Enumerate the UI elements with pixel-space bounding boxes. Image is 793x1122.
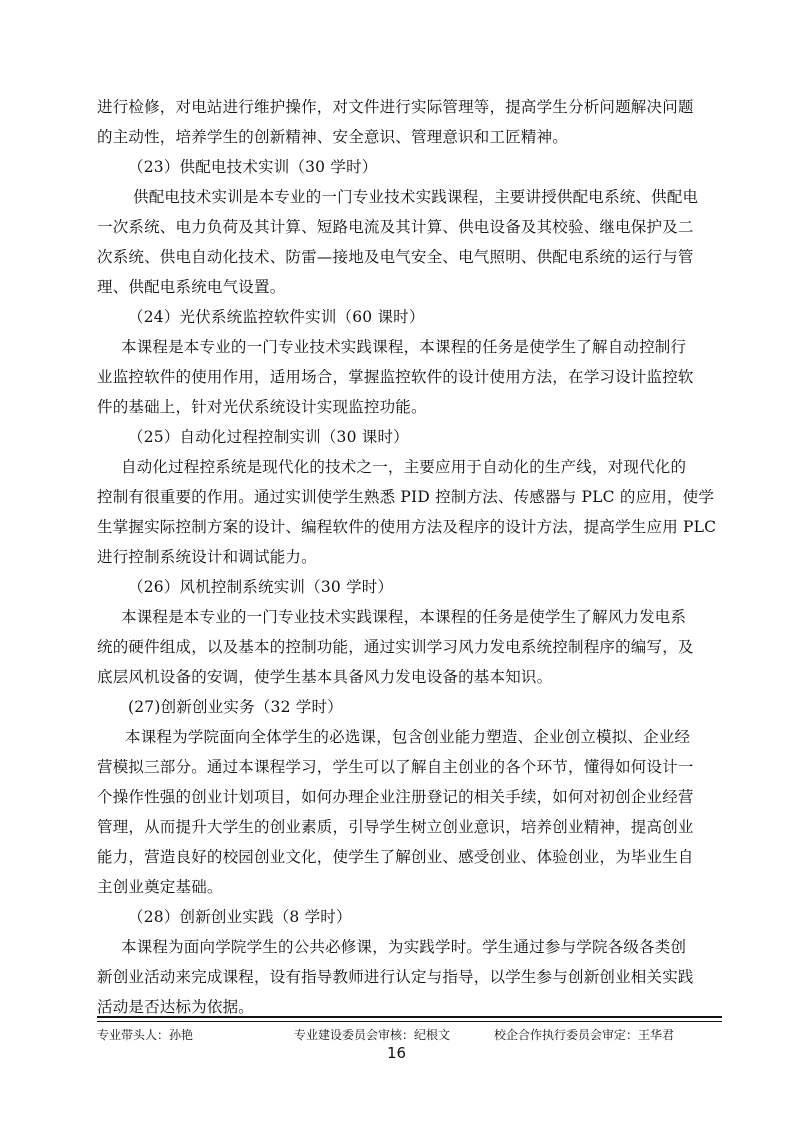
footer-divider-thick [97, 1016, 722, 1018]
text-line: 统的硬件组成，以及基本的控制功能，通过实训学习风力发电系统控制程序的编写，及 [97, 638, 694, 656]
text-line: 的主动性，培养学生的创新精神、安全意识、管理意识和工匠精神。 [97, 128, 569, 146]
section-heading-23: （23）供配电技术实训（30 学时） [128, 158, 378, 176]
section-heading-26: （26）风机控制系统实训（30 学时） [128, 578, 394, 596]
footer-program-leader: 专业带头人：孙艳 [97, 1028, 194, 1042]
text-line: 本课程是本专业的一门专业技术实践课程，本课程的任务是使学生了解风力发电系 [121, 608, 687, 626]
footer-committee-approval: 校企合作执行委员会审定：王华君 [494, 1028, 675, 1042]
text-line: 管理，从而提升大学生的创业素质，引导学生树立创业意识，培养创业精神，提高创业 [97, 818, 694, 836]
text-line: 进行控制系统设计和调试能力。 [97, 548, 317, 566]
text-line: 生掌握实际控制方案的设计、编程软件的使用方法及程序的设计方法，提高学生应用 PLC [97, 518, 717, 536]
text-line: 底层风机设备的安调，使学生基本具备风力发电设备的基本知识。 [97, 668, 553, 686]
text-line: 供配电技术实训是本专业的一门专业技术实践课程，主要讲授供配电系统、供配电 [133, 188, 699, 206]
footer-divider-thin [97, 1021, 722, 1022]
text-line: 进行检修，对电站进行维护操作，对文件进行实际管理等，提高学生分析问题解决问题 [97, 98, 694, 116]
document-body [97, 92, 717, 1022]
text-line: 主创业奠定基础。 [97, 878, 223, 896]
text-line: 本课程为学院面向全体学生的必选课，包含创业能力塑造、企业创立模拟、企业经 [125, 728, 691, 746]
text-line: 次系统、供电自动化技术、防雷—接地及电气安全、电气照明、供配电系统的运行与管 [97, 248, 694, 266]
section-heading-28: （28）创新创业实践（8 学时） [128, 908, 352, 926]
text-line: 本课程为面向学院学生的公共必修课，为实践学时。学生通过参与学院各级各类创 [121, 938, 687, 956]
section-heading-24: （24）光伏系统监控软件实训（60 课时） [128, 308, 425, 326]
text-line: 新创业活动来完成课程，设有指导教师进行认定与指导，以学生参与创新创业相关实践 [97, 968, 694, 986]
text-line: 一次系统、电力负荷及其计算、短路电流及其计算、供电设备及其校验、继电保护及二 [97, 218, 694, 236]
text-line: 件的基础上，针对光伏系统设计实现监控功能。 [97, 398, 427, 416]
footer-committee-review: 专业建设委员会审核：纪根文 [294, 1028, 451, 1042]
text-line: 活动是否达标为依据。 [97, 998, 255, 1016]
section-heading-27: (27)创新创业实务（32 学时） [128, 698, 343, 716]
text-line: 理、供配电系统电气设置。 [97, 278, 286, 296]
text-line: 个操作性强的创业计划项目，如何办理企业注册登记的相关手续，如何对初创企业经营 [97, 788, 694, 806]
text-line: 本课程是本专业的一门专业技术实践课程，本课程的任务是使学生了解自动控制行 [121, 338, 687, 356]
text-line: 业监控软件的使用作用，适用场合，掌握监控软件的设计使用方法，在学习设计监控软 [97, 368, 694, 386]
page-number: 16 [386, 1044, 407, 1062]
text-line: 能力，营造良好的校园创业文化，使学生了解创业、感受创业、体验创业，为毕业生自 [97, 848, 694, 866]
text-line: 营模拟三部分。通过本课程学习，学生可以了解自主创业的各个环节，懂得如何设计一 [97, 758, 694, 776]
section-heading-25: （25）自动化过程控制实训（30 课时） [128, 428, 409, 446]
text-line: 控制有很重要的作用。通过实训使学生熟悉 PID 控制方法、传感器与 PLC 的应用，使学 [97, 488, 715, 506]
text-line: 自动化过程控系统是现代化的技术之一，主要应用于自动化的生产线，对现代化的 [121, 458, 687, 476]
